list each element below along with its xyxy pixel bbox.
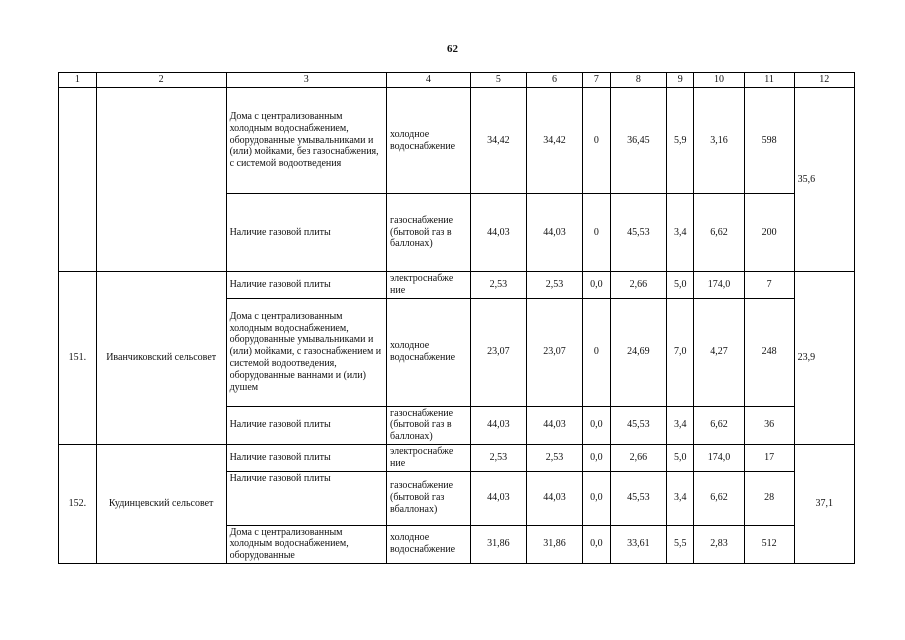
column-header: 12 [794,73,854,88]
value-col11: 28 [744,471,794,525]
value-col7: 0,0 [583,444,611,471]
column-header: 2 [96,73,226,88]
value-col9: 5,0 [666,444,694,471]
housing-description: Дома с централизованным холодным водоснабжением, оборудованные умывальниками и (или) мойками, без газоснабжения, с системой водоотведения [226,88,386,194]
housing-description: Наличие газовой плиты [226,406,386,444]
housing-description: Дома с централизованным холодным водоснабжением, оборудованные [226,525,386,563]
housing-description: Наличие газовой плиты [226,194,386,272]
settlement-number: 151. [59,272,97,445]
value-col10: 6,62 [694,406,744,444]
value-col10: 174,0 [694,444,744,471]
value-col6: 2,53 [526,272,582,299]
utility-service: электроснабже ние [386,444,470,471]
column-header: 4 [386,73,470,88]
column-header: 6 [526,73,582,88]
value-col6: 2,53 [526,444,582,471]
housing-description: Наличие газовой плиты [226,471,386,525]
value-col8: 45,53 [610,406,666,444]
value-col8: 33,61 [610,525,666,563]
value-col10: 6,62 [694,194,744,272]
value-col5: 44,03 [470,406,526,444]
value-col9: 3,4 [666,194,694,272]
utility-service: холодное водоснабжение [386,88,470,194]
header-row [59,73,855,88]
table-row [59,272,855,299]
value-col6: 44,03 [526,471,582,525]
value-col8: 24,69 [610,298,666,406]
value-col9: 5,0 [666,272,694,299]
value-col8: 2,66 [610,272,666,299]
tariff-table [58,72,855,564]
value-col8: 45,53 [610,471,666,525]
value-col7: 0,0 [583,525,611,563]
group-total: 37,1 [794,444,854,563]
value-col6: 44,03 [526,406,582,444]
value-col7: 0,0 [583,406,611,444]
group-total: 23,9 [794,272,854,445]
housing-description: Наличие газовой плиты [226,272,386,299]
group-total: 35,6 [794,88,854,272]
value-col9: 7,0 [666,298,694,406]
value-col10: 2,83 [694,525,744,563]
value-col7: 0 [583,194,611,272]
value-col11: 36 [744,406,794,444]
table-row [59,444,855,471]
table-row [59,88,855,194]
value-col5: 31,86 [470,525,526,563]
housing-description: Наличие газовой плиты [226,444,386,471]
value-col5: 23,07 [470,298,526,406]
value-col5: 44,03 [470,471,526,525]
value-col7: 0,0 [583,471,611,525]
value-col5: 34,42 [470,88,526,194]
value-col11: 248 [744,298,794,406]
value-col10: 4,27 [694,298,744,406]
value-col11: 200 [744,194,794,272]
value-col10: 6,62 [694,471,744,525]
settlement-number [59,88,97,272]
value-col11: 7 [744,272,794,299]
column-header: 7 [583,73,611,88]
housing-description: Дома с централизованным холодным водоснабжением, оборудованные умывальниками и (или) мойками, с газоснабжением и системой водоотведения, оборудованные ваннами и (или) душем [226,298,386,406]
value-col9: 3,4 [666,406,694,444]
value-col9: 5,5 [666,525,694,563]
value-col9: 3,4 [666,471,694,525]
value-col9: 5,9 [666,88,694,194]
value-col6: 31,86 [526,525,582,563]
utility-service: холодное водоснабжение [386,525,470,563]
column-header: 10 [694,73,744,88]
value-col6: 44,03 [526,194,582,272]
settlement-name: Кудинцевский сельсовет [96,444,226,563]
value-col11: 512 [744,525,794,563]
value-col5: 2,53 [470,272,526,299]
value-col7: 0 [583,88,611,194]
utility-service: газоснабжение (бытовой газ в баллонах) [386,194,470,272]
value-col6: 34,42 [526,88,582,194]
column-header: 8 [610,73,666,88]
utility-service: газоснабжение (бытовой газ в баллонах) [386,406,470,444]
value-col10: 174,0 [694,272,744,299]
value-col6: 23,07 [526,298,582,406]
value-col8: 36,45 [610,88,666,194]
value-col8: 2,66 [610,444,666,471]
value-col5: 2,53 [470,444,526,471]
utility-service: холодное водоснабжение [386,298,470,406]
column-header: 5 [470,73,526,88]
value-col7: 0,0 [583,272,611,299]
column-header: 1 [59,73,97,88]
value-col5: 44,03 [470,194,526,272]
column-header: 3 [226,73,386,88]
column-header: 9 [666,73,694,88]
settlement-name: Иванчиковский сельсовет [96,272,226,445]
value-col10: 3,16 [694,88,744,194]
value-col11: 598 [744,88,794,194]
utility-service: электроснабже ние [386,272,470,299]
settlement-name [96,88,226,272]
utility-service: газоснабжение (бытовой газ вбаллонах) [386,471,470,525]
settlement-number: 152. [59,444,97,563]
column-header: 11 [744,73,794,88]
value-col8: 45,53 [610,194,666,272]
page-number: 62 [447,43,458,55]
value-col11: 17 [744,444,794,471]
value-col7: 0 [583,298,611,406]
